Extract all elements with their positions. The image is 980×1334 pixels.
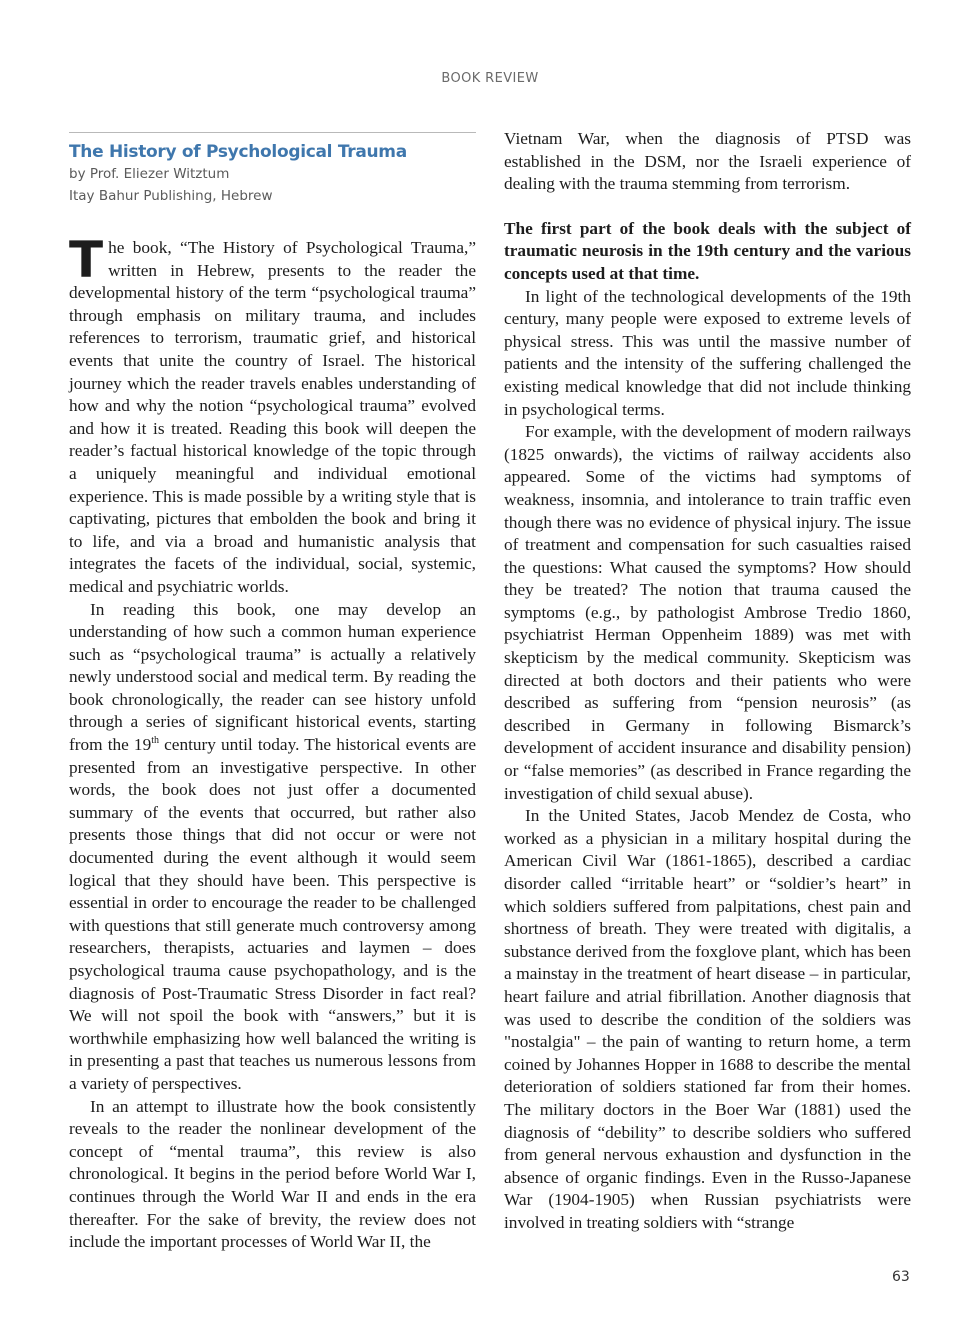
- section-header: BOOK REVIEW: [441, 71, 539, 86]
- drop-cap: T: [69, 231, 104, 289]
- title-divider: [69, 132, 476, 133]
- review-title: The History of Psychological Trauma: [69, 142, 407, 162]
- intro-paragraph-text: he book, “The History of Psychological Trauma,” written in Hebrew, presents to the reader the developmental history of the term “psychological trauma” through emphasis on military trauma, and includes references to terrorism, traumatic grief, and historical events that unite the country of Israel. The historical journey which the reader travels enables understanding of how and why the notion “psychological trauma” evolved and how it is treated. Reading this book will deepen the reader’s factual historical knowledge of the topic through a uniquely meaningful and individual emotional experience. This is made possible by a writing style that is captivating, pictures that embolden the book and bring it to life, and via a broad and humanistic analysis that integrates the facets of the individual, social, systemic, medical and psychiatric worlds.: [69, 238, 476, 596]
- section-lead: The first part of the book deals with the subject of traumatic neurosis in the 19th century and the various concepts used at that time.: [504, 218, 911, 283]
- intro-paragraph: [69, 231, 476, 599]
- review-publisher: Itay Bahur Publishing, Hebrew: [69, 188, 273, 204]
- body-paragraph: In the United States, Jacob Mendez de Costa, who worked as a physician in a military hospital during the American Civil War (1861-1865), described a cardiac disorder called “irritable heart” or “soldier’s heart” in which soldiers suffered from palpitations, chest pain and shortness of breath. They were treated with digitalis, a substance derived from the foxglove plant, which has been a mainstay in the treatment of heart disease – in particular, heart failure and atrial fibrillation. Another diagnosis that was used to describe the condition of the soldiers was "nostalgia" – the pain of wanting to return home, a term coined by Johannes Hopper in 1688 to describe the mental deterioration of soldiers stationed far from their homes. The military doctors in the Boer War (1881) used the diagnosis of “debility” to describe soldiers who suffered from general nervous exhaustion and dysfunction in the absence of organic findings. Even in the Russo-Japanese War (1904-1905) when Russian psychiatrists were involved in treating soldiers with “strange: [504, 806, 911, 1232]
- body-paragraph: In light of the technological developments of the 19th century, many people were exposed to extreme levels of physical stress. This was until the massive number of patients and the intensity of the suffering challenged the existing medical knowledge that did not include thinking in psychological terms.: [504, 286, 911, 419]
- body-paragraph: For example, with the development of modern railways (1825 onwards), the victims of railway accidents also appeared. Some of the victims had symptoms of weakness, insomnia, and intolerance to train traffic even though there was no evidence of physical injury. The issue of treatment and compensation for such casualties raised the questions: What caused the symptoms? How should they be treated? The notion that trauma caused the symptoms (e.g., by pathologist Ambrose Tredio 1860, psychiatrist Herman Oppenheim 1889) was met with skepticism by the medical community. Skepticism was directed at both doctors and their patients who were described as suffering from “pension neurosis” (as described in Germany in following Bismarck’s development of accident insurance and disability pension) or “false memories” (as described in France regarding the investigation of child sexual abuse).: [504, 422, 911, 803]
- body-paragraph: In reading this book, one may develop an understanding of how such a common human experience such as “psychological trauma” is actually a relatively newly understood social and medical term. By reading the book chronologically, the reader can see history unfold through a series of significant historical events, starting from the 19th century until today. The historical events are presented from an investigative perspective. In other words, the book does not just offer a documented summary of the events that occurred, but rather also presents those things that did not occur or were not documented during the event although it would seem logical that they should have been. This perspective is essential in order to encourage the reader to be challenged with questions that still generate much controversy among researchers, therapists, actuaries and laymen – does psychological trauma cause psychopathology, and is the diagnosis of Post-Traumatic Stress Disorder in fact real? We will not spoil the book with “answers,” but it is worthwhile emphasizing how well balanced the writing is in presenting a past that teaches us numerous lessons from a variety of perspectives.: [69, 599, 476, 1093]
- review-author: by Prof. Eliezer Witztum: [69, 166, 230, 182]
- body-paragraph: In an attempt to illustrate how the book consistently reveals to the reader the nonlinear development of the concept of “mental trauma”, this review is also chronological. It begins in the period before World War I, continues through the World War II and ends in the era thereafter. For the sake of brevity, the review does not include the important processes of World War II, the: [69, 1096, 476, 1252]
- body-paragraph: Vietnam War, when the diagnosis of PTSD was established in the DSM, nor the Israeli experience of dealing with the trauma stemming from terrorism.: [504, 129, 911, 194]
- left-column: [69, 128, 476, 1254]
- right-column: [504, 128, 911, 1235]
- page-number: 63: [892, 1269, 910, 1285]
